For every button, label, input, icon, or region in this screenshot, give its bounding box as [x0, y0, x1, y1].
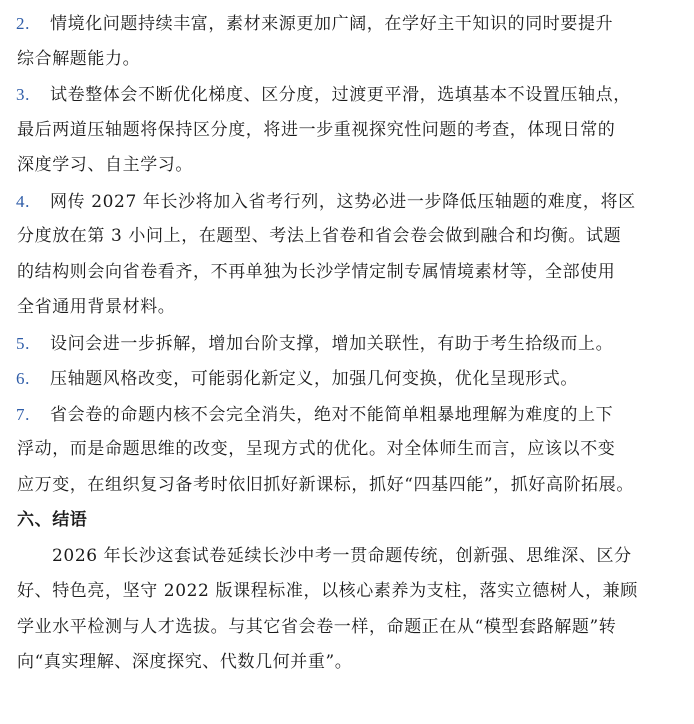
list-item-line — [0, 361, 694, 397]
list-item-line: 最后两道压轴题将保持区分度，将进一步重视探究性问题的考查，体现日常的 — [17, 119, 616, 140]
list-item-line — [0, 6, 694, 42]
list-item-number: 2. — [16, 14, 30, 33]
list-item-line: 应万变，在组织复习备考时依旧抓好新课标，抓好“四基四能”，抓好高阶拓展。 — [17, 474, 634, 495]
list-item-number: 5. — [16, 333, 30, 353]
list-item-text: 试卷整体会不断优化梯度、区分度，过渡更平滑，选填基本不设置压轴点， — [50, 85, 631, 105]
paragraph-line: 2026 年长沙这套试卷延续长沙中考一贯命题传统，创新强、思维深、区分 — [52, 545, 632, 566]
list-item-line: 深度学习、自主学习。 — [17, 155, 193, 175]
list-item-line — [0, 77, 694, 113]
list-item — [0, 6, 694, 77]
list-item — [0, 361, 694, 397]
list-item-text: 设问会进一步拆解，增加台阶支撑，增加关联性，有助于考生拾级而上。 — [50, 333, 614, 354]
conclusion-paragraph — [0, 539, 694, 681]
list-item-line — [0, 326, 694, 362]
list-item-text: 省会卷的命题内核不会完全消失，绝对不能简单粗暴地理解为难度的上下 — [50, 404, 614, 425]
list-item — [0, 397, 694, 504]
list-item-text: 网传 2027 年长沙将加入省考行列，这势必进一步降低压轴题的难度，将区 — [50, 191, 636, 212]
list-item-text: 情境化问题持续丰富，素材来源更加广阔，在学好主干知识的同时要提升 — [50, 14, 614, 34]
list-item-line — [0, 397, 694, 433]
paragraph-line: 好、特色亮，坚守 2022 版课程标准，以核心素养为支柱，落实立德树人，兼顾 — [17, 581, 638, 601]
list-item — [0, 326, 694, 362]
list-item-line: 综合解题能力。 — [17, 48, 141, 69]
section-heading: 六、结语 — [17, 510, 88, 530]
list-item-line: 的结构则会向省卷看齐，不再单独为长沙学情定制专属情境素材等，全部使用 — [17, 261, 616, 282]
paragraph-line: 向“真实理解、深度探究、代数几何并重”。 — [17, 652, 353, 672]
list-item — [0, 77, 694, 184]
list-item-number: 4. — [16, 191, 30, 211]
paragraph-line: 学业水平检测与人才选拔。与其它省会卷一样，命题正在从“模型套路解题”转 — [17, 616, 617, 637]
list-item-number: 7. — [16, 404, 30, 424]
list-item-line: 浮动，而是命题思维的改变，呈现方式的优化。对全体师生而言，应该以不变 — [17, 439, 616, 459]
list-item-number: 3. — [16, 85, 30, 104]
list-item — [0, 184, 694, 326]
list-item-line: 分度放在第 3 小问上，在题型、考法上省卷和省会卷会做到融合和均衡。试题 — [17, 226, 622, 246]
list-item-text: 压轴题风格改变，可能弱化新定义，加强几何变换，优化呈现形式。 — [50, 369, 578, 389]
list-item-line — [0, 184, 694, 220]
list-item-number: 6. — [16, 369, 30, 388]
list-item-line: 全省通用背景材料。 — [17, 297, 176, 317]
